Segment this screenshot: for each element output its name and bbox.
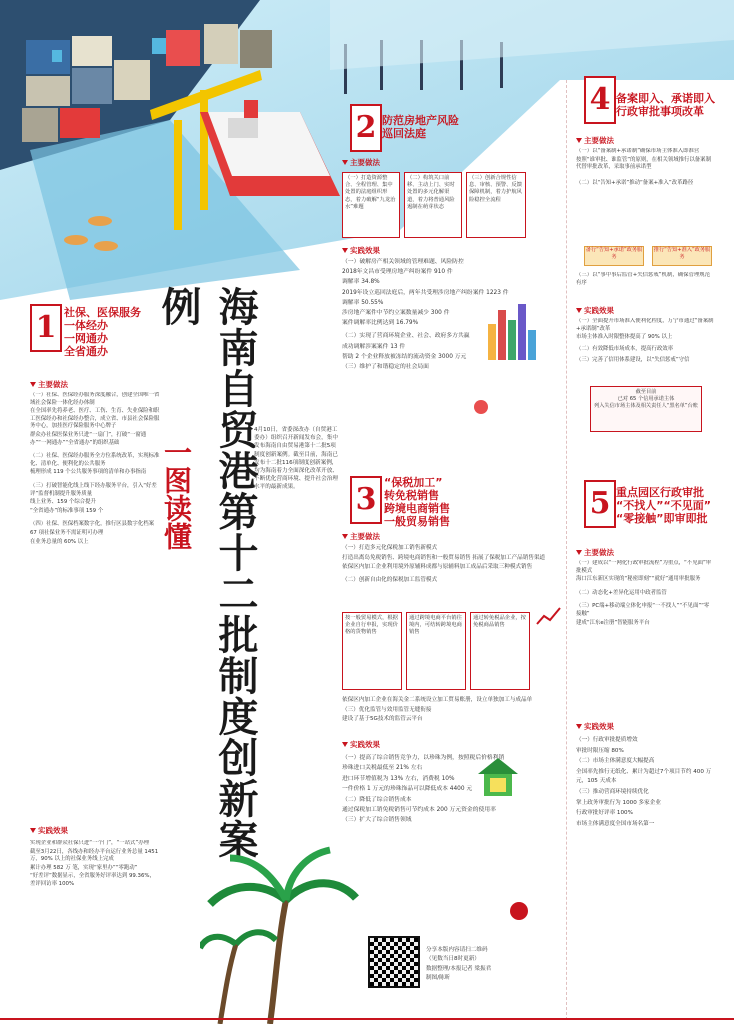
section-5-body: （一）建成以“一网化行政审批流程”为重点，“不见面”审批模式 海口江东新区实现的“秘密即刻”“就好”通用审批服务 （二）动态化+差异化运用中政者监管 （三）PC端+移动端立体化申报“一不找人”“不见面”“零接触” 建成“江东e注册”智能服务平台 <box>576 560 712 626</box>
section-3-body-2: 依保区内加工企业在海关金二系统设立加工贸易账册，设立单独加工与成品单 （三）优化监管与效用监管无缝衔接 建设了基于5G技术的监管云平台 <box>342 697 533 723</box>
section-2-box-2: （二）构筑关口前移、主动上门、实时处置的多元化解渠道，着力将普通风险遏制在萌芽状态 <box>404 172 462 238</box>
palm-tree-icon <box>200 840 360 1024</box>
section-3-box-1: 按一般贸易模式，根据企业自行申报，实现价格的货物销售 <box>342 612 402 690</box>
section-1-result-heading: 实践效果 <box>30 826 68 836</box>
section-5-result-heading: 实践效果 <box>576 722 614 732</box>
main-title: 海南自贸港第十二批制度创新案例 <box>155 286 258 860</box>
section-1-body: （一）社保、医保经办服务深度融合，创建全国唯一省域社会保险一体化经办体制 在全国率先将养老、医疗、工伤、生育、失业保险和职工医保经办和社保经办整合，成立省、市县社会保险服务中心，加挂医疗保险服务中心牌子 群众办社保医保业务只进“一扇门”，打破“一窗通办”“一网通办”“全省通办”的组织基础 （二）社保、医保经办服务全方位系统改革，实现标准化、清单化、便利化的公共服务 梳理形成 119 个公共服务事项的清单和办事指南 （三）打破智能化线上线下经办服务平台，引入“好差评”监督机制提升服务质量 线上业务、159 个综合提升 “全省通办”的标准事项 159 个 （四）社保、医保档案数字化，推行区县数字化档案 67 项社保业务不需证明可办理 在业务总量的 60% 以上 <box>30 392 160 545</box>
section-4-title: 备案即入、承诺即入 行政审批事项改革 <box>616 92 715 118</box>
section-4-results: （一）全面提升市场准入便利化程度，万宁市通过“备案制+承诺制”改革 市场主体准入时限整体提高了 90% 以上 （二）有效降低市场成本，提高行政效率 （三）完善了信用体系建设，以“失信惩戒”守信 <box>576 318 714 364</box>
section-2-result-heading: 实践效果 <box>342 246 380 256</box>
section-4-result-heading: 实践效果 <box>576 306 614 316</box>
section-3-main-heading: 主要做法 <box>342 532 380 542</box>
section-4-body-2: （三）以“事中事后监管+失信惩戒”机制，确保管理规范有序 <box>576 272 711 286</box>
city-bar-icon <box>484 300 540 364</box>
section-4-highlight-box: 截至目前 已对 65 个信用承诺主体 列入失信市场主体及相关责任人“黑名单”台账 <box>590 386 702 432</box>
section-2-box-1: （一）打造资源整合、全程管理、集中处置的法庭组织形态，着力破解“九龙治水”难题 <box>342 172 400 238</box>
section-4-pill-2: 推行“告知+准入”政务服务 <box>652 246 712 266</box>
intro-paragraph: 4月10日，省委深改办（自贸港工委办）组织召开新闻发布会，集中发布海南自由贸易港第十二批5项制度创新案例。截至目前，海南已发布十二批116项制度创新案例，均为海南着力全面深化改革开放、不断优化营商环境、提升社会治理水平的最新成果。 <box>254 427 338 491</box>
section-3-body: （一）打造多元化保税加工销售新模式 打造出离岛免税销售、跨境电商销售和一般贸易销售 拓展了保税加工产品销售渠道 依保区内加工企业利用境外原辅料成都与原辅料加工成品后采取三种模式销售 （二）创新自由化的保税加工监管模式 <box>342 545 546 583</box>
section-5-results: （一）行政审批提质增效 审批时限压缩 80% （二）市场主体满意度大幅提高 全国率先推行无纸化、累计为超过7个项目节约 400 万元，105 天成本 （三）推动营商环境持续优化 掌上政务审批行为 1000 多家企业 行政审批好评率 100% 市场主体满意度全国市场名第一 <box>576 737 712 827</box>
section-4-pill-1: 备行“告知+承诺”政务服务 <box>584 246 644 266</box>
section-3-results: （一）提高了综合销售竞争力，以珍珠为例，按照税后价格利销 珍珠进口关税最低至 21% 左右 进口环节增值税为 13% 左右，消费税 10% 一件价格 1 万元的珍珠饰品可以降低成本 4400 元 （二）降低了综合销售成本 通过保税加工销免税销售可节约成本 200 万元资金的使用率 （三）扩大了综合销售领域 <box>342 755 505 824</box>
coin-icon <box>474 400 488 414</box>
money-icon <box>510 902 528 920</box>
sub-title: 一图读懂 <box>160 438 193 550</box>
section-2-main-heading: 主要做法 <box>342 158 380 168</box>
qr-code-icon[interactable] <box>368 936 420 988</box>
tax-house-icon <box>476 756 520 800</box>
section-5-main-heading: 主要做法 <box>576 548 614 558</box>
credits: 分享本版内容请扫二维码 （见数当日8时更新） 数据整理/本报记者 梁振君 制图/陈昕 <box>426 947 492 982</box>
section-3-number: 3 <box>350 476 382 524</box>
section-3-box-2: 通过跨境电商平台销往境内，可结转跨境电商销售 <box>406 612 466 690</box>
section-5-title: 重点园区行政审批 “不找人”“不见面” “零接触”即审即批 <box>616 486 711 525</box>
section-5-number: 5 <box>584 480 616 528</box>
section-3-title: “保税加工” 转免税销售 跨境电商销售 一般贸易销售 <box>384 476 450 528</box>
section-3-result-heading: 实践效果 <box>342 740 380 750</box>
section-4-main-heading: 主要做法 <box>576 136 614 146</box>
section-1-number: 1 <box>30 304 62 352</box>
bottom-border <box>0 1018 734 1020</box>
section-1-main-heading: 主要做法 <box>30 380 68 390</box>
section-1-results: 实现企业和群众社保只进“一个门”，“一站式”办理 截至3月22日，各线办和经办平台运行业务总量 1451 万，90% 以上的社保业务线上完成 累计办理 582 万 笔，实现“家里办”“零跑动” “好差评”数据显示，全省服务好评率达到 99.36%，差评回访率 100% <box>30 840 159 887</box>
section-2-title: 防范房地产风险 巡回法庭 <box>382 114 459 140</box>
trend-chart-icon <box>536 604 562 628</box>
section-3-box-3: 通过转免税品企业，按免税商品销售 <box>470 612 530 690</box>
section-2-number: 2 <box>350 104 382 152</box>
section-1-title: 社保、医保服务 一体经办 一网通办 全省通办 <box>64 306 141 358</box>
section-4-body: （一）以“备案制+承诺制”确保市场主体准入即准营 按照“谁审批、谁监管”的原则，在相关领域推行以备案制代替审批改革，采取事前承诺型 （二）以“告知+承诺”推动“备案+准入”改革路径 <box>576 148 711 186</box>
section-4-number: 4 <box>584 76 616 124</box>
section-2-results: （一）破解房产相关领域的管理难题、风险防控 2018年文昌市受理房地产纠纷案件 910 件 调解率 34.8% 2019年设立巡回法庭后，两年共受理涉房地产纠纷案件 1223 件 调解率 50.55% 涉房地产案件中节约立案数量减少 300 件 案件调解率比例达到 16.79% （二）实现了营商环境企业、社会、政府多方共赢 成功调解涉案案件 13 件 帮助 2 个企业释放被冻结的流动资金 3000 万元 （三）维护了和谐稳定的社会局面 <box>342 259 509 371</box>
section-2-box-3: （三）创新合规性信息、审核、预警、反馈保障机制，着力护航风险稳控全流程 <box>466 172 526 238</box>
